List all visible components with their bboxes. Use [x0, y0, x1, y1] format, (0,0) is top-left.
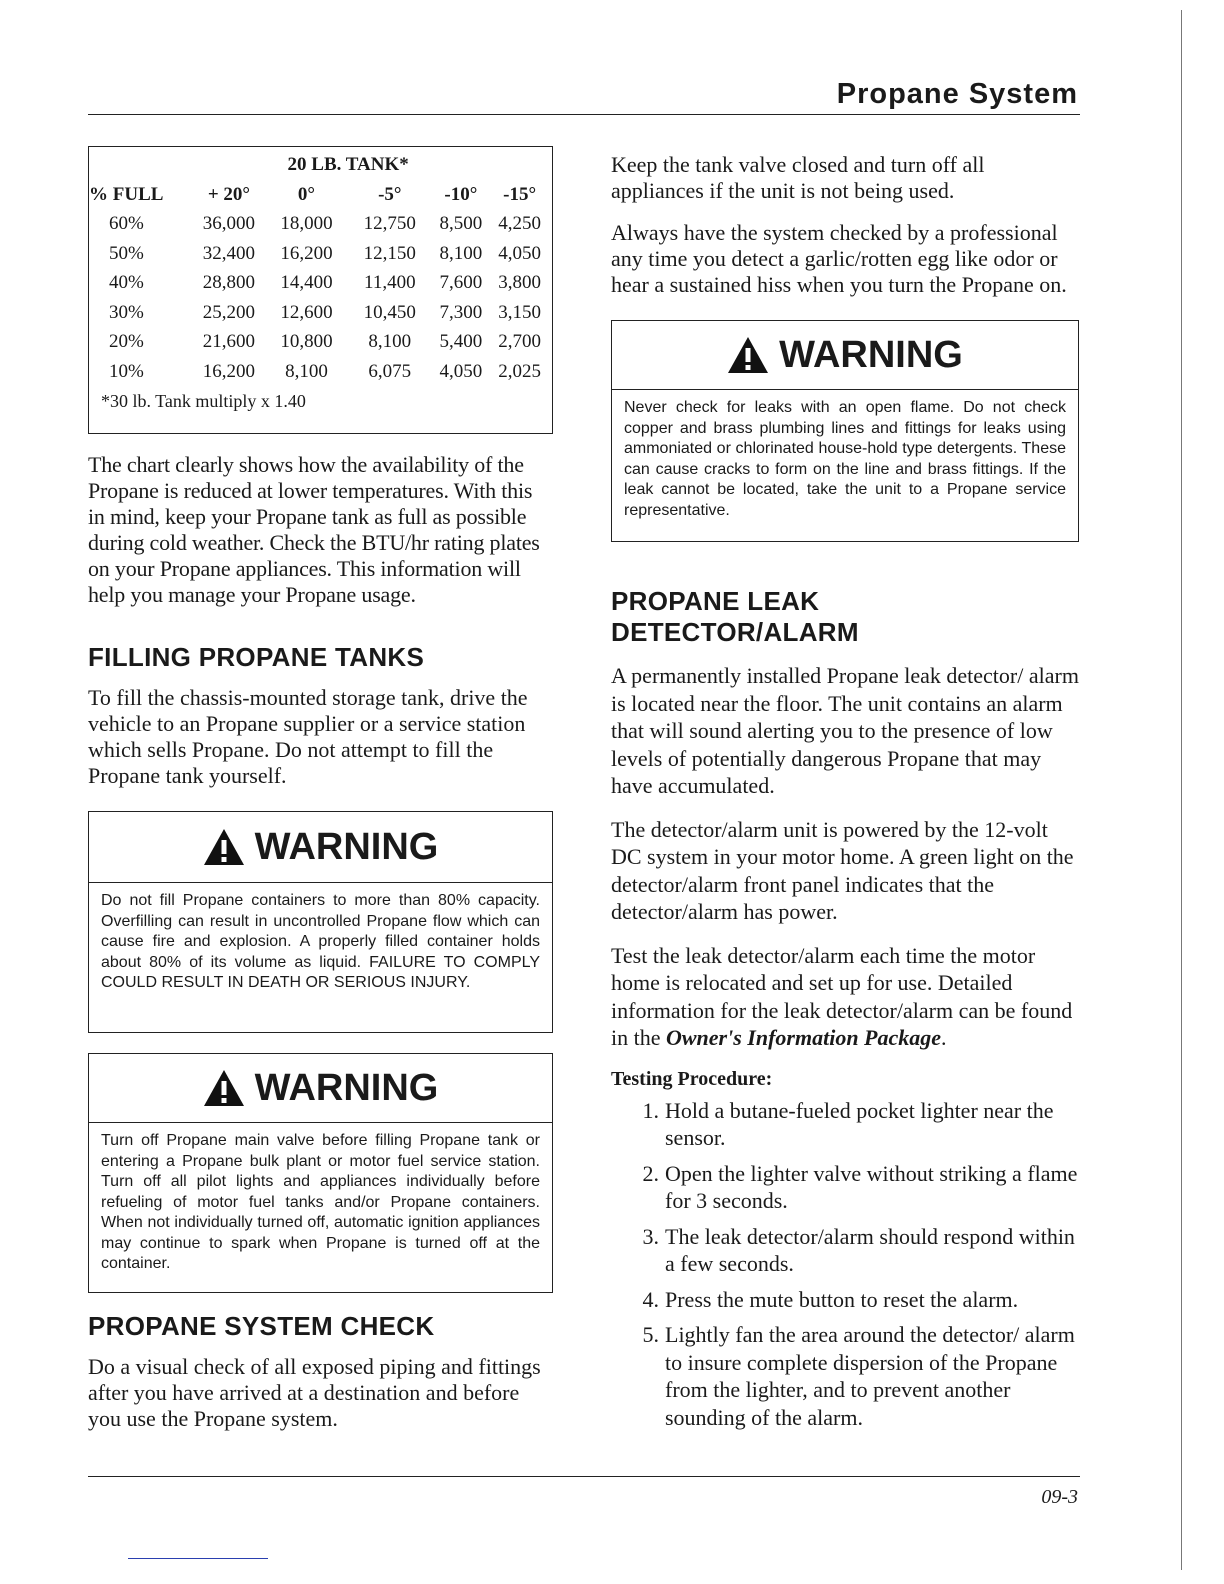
list-item [611, 1223, 1079, 1278]
list-item [611, 1160, 1079, 1215]
step-number: 5. [642, 1322, 659, 1347]
table-cell: 50% [109, 242, 144, 264]
table-row [89, 328, 549, 358]
step-text: The leak detector/alarm should respond within a few seconds. [665, 1223, 1075, 1276]
table-cell: 30% [109, 301, 144, 323]
warning-title: WARNING [779, 333, 963, 376]
step-number: 3. [642, 1223, 659, 1249]
testing-procedure-heading: Testing Procedure: [611, 1067, 773, 1090]
test-paragraph-start: Test the leak detector/alarm each time the motor home is relocated and set up for use. Detailed information for the leak detector/alarm can be found in the [611, 942, 1073, 1050]
warning-text: Turn off Propane main valve before filling Propane tank or entering a Propane bulk plant or motor fuel service station. Turn off all pilot lights and appliances individually before refueling of motor fuel tanks and/or Propane containers. When not individually turned off, automatic ignition appliances may continue to spark when Propane is turned off at the container. [101, 1132, 540, 1272]
table-title: 20 LB. TANK* [287, 153, 409, 175]
table-row [89, 298, 549, 328]
table-cell: 18,000 [280, 213, 333, 235]
leak-paragraph: A permanently installed Propane leak detector/ alarm is located near the floor. The unit contains an alarm that will sound alerting you to the presence of low levels of potentially dangerous Propane that may have accumulated. [611, 663, 1079, 798]
table-row [89, 357, 549, 387]
header-rule [88, 114, 1080, 115]
table-cell: 12,750 [363, 213, 416, 235]
section-title: Propane System [836, 78, 1078, 110]
list-item [611, 1097, 1079, 1152]
table-cell: 16,200 [280, 242, 333, 264]
column-header: -10° [444, 183, 478, 205]
filling-heading: FILLING PROPANE TANKS [88, 642, 425, 672]
column-header: -5° [378, 183, 402, 205]
test-paragraph-end: . [941, 1025, 947, 1050]
column-header: -15° [503, 183, 537, 205]
leak-detector-heading [611, 586, 1079, 648]
table-cell: 12,600 [280, 301, 333, 323]
table-cell: 10% [109, 360, 144, 382]
column-header: + 20° [207, 183, 250, 205]
warning-text: Do not fill Propane containers to more than 80% capacity. Overfilling can result in uncontrolled Propane flow which can cause fire and explosion. A properly filled container holds about 80% of its volume as liquid. FAILURE TO COMPLY COULD RESULT IN DEATH OR SERIOUS INJURY. [101, 892, 540, 991]
step-text: Lightly fan the area around the detector/ alarm to insure complete dispersion of the Propane from the lighter, and to prevent another sounding of the alarm. [665, 1322, 1075, 1430]
leak-heading-line1: PROPANE LEAK [611, 586, 820, 616]
power-paragraph: The detector/alarm unit is powered by the 12-volt DC system in your motor home. A green light on the detector/alarm front panel indicates that the detector/alarm has power. [611, 816, 1074, 924]
table-cell: 25,200 [202, 301, 256, 323]
filling-paragraph: To fill the chassis-mounted storage tank, drive the vehicle to an Propane supplier or a service station which sells Propane. Do not attempt to fill the Propane tank yourself. [88, 685, 528, 788]
warning-triangle-icon [203, 1069, 245, 1107]
testing-steps-list [611, 1097, 1079, 1432]
warning-box-leaks [611, 320, 1079, 542]
table-header-row [89, 180, 549, 210]
table-cell: 4,050 [498, 242, 541, 264]
table-cell: 20% [109, 331, 144, 353]
table-row [89, 210, 549, 240]
table-cell: 2,700 [498, 331, 541, 353]
warning-header [89, 812, 552, 883]
page-edge-line [1181, 10, 1182, 1570]
warning-header [89, 1054, 552, 1123]
left-column [88, 146, 553, 1432]
table-cell: 8,100 [285, 360, 328, 382]
table-cell: 28,800 [202, 272, 256, 294]
step-text: Open the lighter valve without striking a flame for 3 seconds. [665, 1160, 1078, 1213]
scan-artifact-line [128, 1558, 268, 1559]
table-footnote: *30 lb. Tank multiply x 1.40 [101, 390, 306, 411]
table-cell: 8,500 [439, 213, 483, 235]
chart-paragraph: The chart clearly shows how the availability of the Propane is reduced at lower temperatures. With this in mind, keep your Propane tank as full as possible during cold weather. Check the BTU/hr rating plates on your Propane appliances. This information will help you manage your Propane usage. [88, 452, 540, 607]
table-cell: 40% [109, 272, 144, 294]
table-cell: 4,250 [498, 213, 541, 235]
table-cell: 4,050 [439, 360, 483, 382]
checked-paragraph: Always have the system checked by a professional any time you detect a garlic/rotten egg like odor or hear a sustained hiss when you turn the Propane on. [611, 220, 1067, 297]
footer-rule [88, 1476, 1080, 1477]
table-cell: 6,075 [368, 360, 412, 382]
table-cell: 10,800 [280, 331, 333, 353]
table-cell: 12,150 [363, 242, 416, 264]
warning-box-valve [88, 1053, 553, 1293]
table-cell: 11,400 [364, 272, 416, 294]
table-row [89, 239, 549, 269]
step-number: 2. [642, 1160, 659, 1186]
table-cell: 3,800 [498, 272, 541, 294]
table-cell: 21,600 [202, 331, 256, 353]
warning-box-overfill [88, 811, 553, 1033]
table-cell: 16,200 [202, 360, 256, 382]
right-column [611, 146, 1079, 1439]
warning-triangle-icon [727, 336, 769, 374]
step-number: 4. [642, 1286, 659, 1312]
leak-heading-line2: DETECTOR/ALARM [611, 617, 859, 647]
table-cell: 3,150 [498, 301, 541, 323]
table-cell: 5,400 [439, 331, 483, 353]
table-cell: 10,450 [363, 301, 416, 323]
system-check-heading: PROPANE SYSTEM CHECK [88, 1311, 435, 1341]
table-cell: 60% [109, 213, 144, 235]
table-cell: 8,100 [368, 331, 412, 353]
warning-triangle-icon [203, 828, 245, 866]
owners-package-title: Owner's Information Package [666, 1025, 942, 1050]
valve-paragraph: Keep the tank valve closed and turn off all appliances if the unit is not being used. [611, 152, 985, 203]
list-item [611, 1321, 1079, 1431]
step-text: Press the mute button to reset the alarm. [665, 1286, 1019, 1312]
list-item [611, 1286, 1079, 1314]
table-cell: 2,025 [498, 360, 541, 382]
table-row [89, 269, 549, 299]
system-check-paragraph: Do a visual check of all exposed piping and fittings after you have arrived at a destination and before you use the Propane system. [88, 1354, 541, 1431]
column-header: 0° [297, 183, 316, 205]
warning-title: WARNING [254, 825, 439, 868]
warning-text: Never check for leaks with an open flame. Do not check copper and brass plumbing lines and fittings for leaks using ammoniated or chlorinated house-hold type detergents. These can cause cracks to form on the line and brass fittings. If the leak cannot be located, take the unit to a Propane service representative. [624, 399, 1066, 519]
table-cell: 7,600 [439, 272, 483, 294]
step-number: 1. [642, 1097, 659, 1123]
warning-title: WARNING [254, 1066, 439, 1109]
test-paragraph [611, 942, 1079, 1052]
page-number: 09-3 [1041, 1486, 1078, 1508]
table-cell: 8,100 [439, 242, 483, 264]
table-cell: 7,300 [439, 301, 483, 323]
warning-header [612, 321, 1078, 390]
table-cell: 14,400 [280, 272, 333, 294]
table-cell: 36,000 [202, 213, 256, 235]
column-header: % FULL [89, 183, 164, 205]
table-cell: 32,400 [202, 242, 256, 264]
tank-capacity-table [88, 146, 553, 434]
step-text: Hold a butane-fueled pocket lighter near the sensor. [665, 1097, 1054, 1150]
